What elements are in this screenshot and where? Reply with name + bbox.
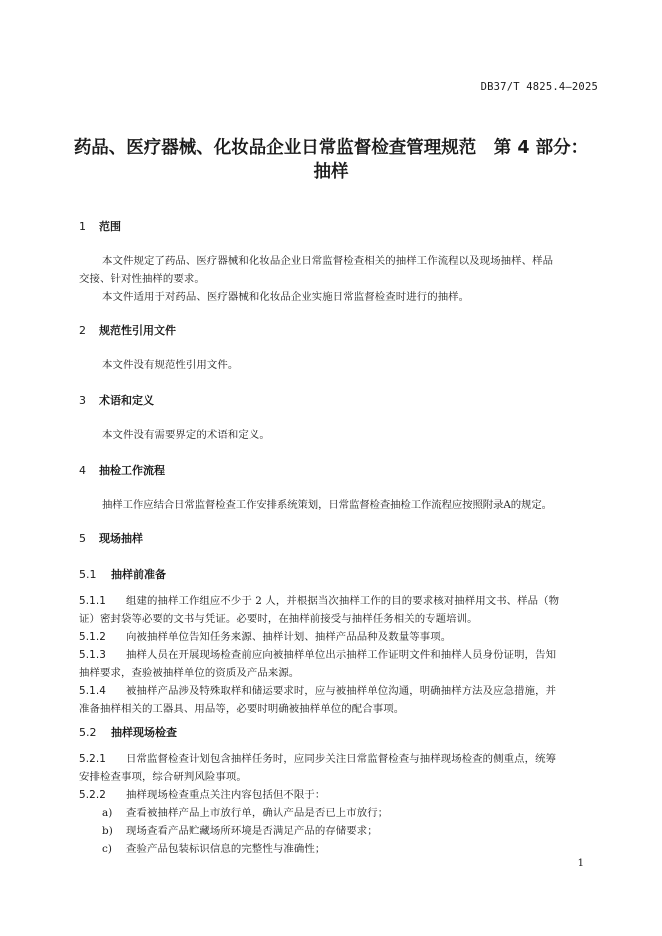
section-title: 抽样前准备 xyxy=(111,568,166,581)
clause-5-1-3 xyxy=(79,646,556,661)
paragraph: 本文件没有需要界定的术语和定义。 xyxy=(102,429,270,441)
paragraph: 本文件没有规范性引用文件。 xyxy=(102,359,239,371)
paragraph: 交接、针对性抽样的要求。 xyxy=(79,273,205,285)
clause-5-2-2 xyxy=(79,786,325,801)
paragraph: 本文件规定了药品、医疗器械和化妆品企业日常监督检查相关的抽样工作流程以及现场抽样、样品 xyxy=(102,255,554,267)
clause-text: 被抽样产品涉及特殊取样和储运要求时，应与被抽样单位沟通，明确抽样方法及应急措施，并 xyxy=(126,685,557,697)
page-number: 1 xyxy=(577,858,584,869)
subsection-5-1-heading xyxy=(79,566,166,582)
clause-continuation: 证）密封袋等必要的文书与凭证。必要时，在抽样前接受与抽样任务相关的专题培训。 xyxy=(79,613,478,625)
clause-text: 日常监督检查计划包含抽样任务时，应同步关注日常监督检查与抽样现场检查的侧重点，统筹 xyxy=(126,753,557,765)
clause-number: 5.1.3 xyxy=(79,649,106,661)
clause-continuation: 安排检查事项，综合研判风险事项。 xyxy=(79,771,247,783)
list-label: c) xyxy=(102,843,113,855)
list-text: 查验产品包装标识信息的完整性与准确性； xyxy=(126,843,326,855)
section-title: 规范性引用文件 xyxy=(99,324,176,337)
list-label: b) xyxy=(102,825,113,837)
clause-continuation: 准备抽样相关的工器具、用品等，必要时明确被抽样单位的配合事项。 xyxy=(79,703,405,715)
document-title-line2: 抽样 xyxy=(313,162,349,182)
clause-number: 5.2.2 xyxy=(79,789,106,801)
section-number: 2 xyxy=(79,324,86,337)
clause-5-1-4 xyxy=(79,682,556,697)
list-item xyxy=(102,804,388,819)
clause-text: 抽样人员在开展现场检查前应向被抽样单位出示抽样工作证明文件和抽样人员身份证明，告知 xyxy=(126,649,557,661)
clause-5-1-2 xyxy=(79,628,451,643)
section-title: 术语和定义 xyxy=(99,394,154,407)
list-item xyxy=(102,840,325,855)
section-title: 抽样现场检查 xyxy=(111,726,177,739)
section-4-heading xyxy=(79,462,165,478)
section-number: 5.2 xyxy=(79,726,97,739)
clause-number: 5.1.1 xyxy=(79,595,106,607)
clause-5-2-1 xyxy=(79,750,556,765)
paragraph: 本文件适用于对药品、医疗器械和化妆品企业实施日常监督检查时进行的抽样。 xyxy=(102,291,470,303)
list-label: a) xyxy=(102,807,113,819)
paragraph: 抽样工作应结合日常监督检查工作安排系统策划，日常监督检查抽检工作流程应按照附录A的规定。 xyxy=(102,499,552,511)
clause-number: 5.1.4 xyxy=(79,685,106,697)
subsection-5-2-heading xyxy=(79,724,177,740)
section-title: 现场抽样 xyxy=(99,532,143,545)
section-number: 5.1 xyxy=(79,568,97,581)
section-number: 4 xyxy=(79,464,86,477)
section-2-heading xyxy=(79,322,176,338)
clause-continuation: 抽样要求，查验被抽样单位的资质及产品来源。 xyxy=(79,667,300,679)
list-text: 现场查看产品贮藏场所环境是否满足产品的存储要求； xyxy=(126,825,378,837)
standard-code: DB37/T 4825.4—2025 xyxy=(480,81,598,93)
clause-number: 5.1.2 xyxy=(79,631,106,643)
clause-number: 5.2.1 xyxy=(79,753,106,765)
section-title: 范围 xyxy=(99,220,121,233)
section-5-heading xyxy=(79,530,143,546)
section-title: 抽检工作流程 xyxy=(99,464,165,477)
section-number: 5 xyxy=(79,532,86,545)
section-number: 1 xyxy=(79,220,86,233)
section-3-heading xyxy=(79,392,154,408)
section-1-heading xyxy=(79,218,121,234)
section-number: 3 xyxy=(79,394,86,407)
clause-5-1-1 xyxy=(79,592,559,607)
clause-text: 组建的抽样工作组应不少于 2 人，并根据当次抽样工作的目的要求核对抽样用文书、样品（物 xyxy=(126,595,560,607)
document-title-line1: 药品、医疗器械、化妆品企业日常监督检查管理规范 第 4 部分： xyxy=(73,138,589,158)
clause-text: 抽样现场检查重点关注内容包括但不限于： xyxy=(126,789,326,801)
list-item xyxy=(102,822,378,837)
list-text: 查看被抽样产品上市放行单，确认产品是否已上市放行； xyxy=(126,807,389,819)
clause-text: 向被抽样单位告知任务来源、抽样计划、抽样产品品种及数量等事项。 xyxy=(126,631,452,643)
